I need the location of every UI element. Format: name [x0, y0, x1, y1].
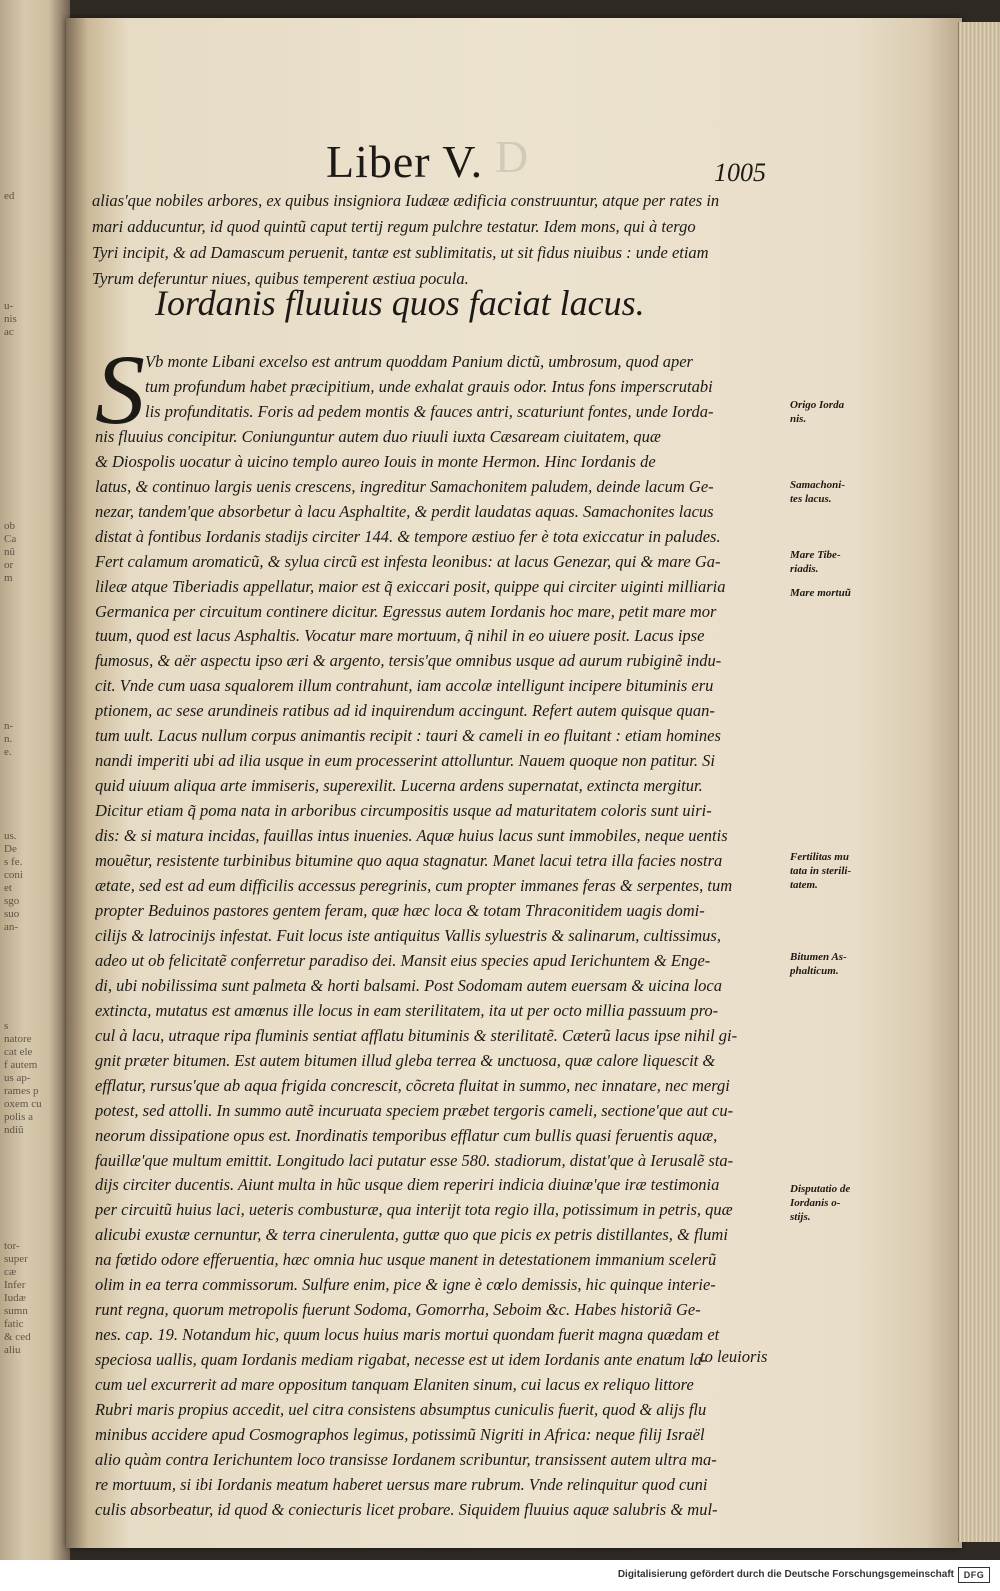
text-line: Tyrum deferuntur niues, quibus temperent æstiua pocula. — [92, 269, 469, 288]
text-line: runt regna, quorum metropolis fuerunt Sodoma, Gomorrha, Seboim &c. Habes historiã Ge- — [95, 1300, 701, 1320]
margin-note: Bitumen As- phalticum. — [790, 951, 847, 977]
text-line: mari adducuntur, id quod quintũ caput tertij regum pulchre testatur. Idem mons, qui à tergo — [92, 217, 696, 236]
text-line: tuum, quod est lacus Asphaltis. Vocatur mare mortuum, q̃ nihil in eo uiuere posit. Lacus ipse — [95, 626, 705, 646]
text-line: di, ubi nobilissima sunt palmeta & horti balsami. Post Sodomam autem euersam & uicina loca — [95, 975, 722, 995]
margin-note: Samachoni- tes lacus. — [790, 479, 846, 505]
text-line: speciosa uallis, quam Iordanis mediam rigabat, necesse est ut idem Iordanis ante enatum la- — [95, 1350, 708, 1370]
text-line: re mortuum, si ibi Iordanis meatum haberet uersus mare rubrum. Vnde relinquitur quod cuni — [95, 1474, 708, 1494]
margin-note: Origo Iorda nis. — [790, 399, 845, 425]
left-page-edge — [0, 0, 70, 1560]
text-line: Tyri incipit, & ad Damascum peruenit, tantæ est sublimitatis, ut sit fidus niuibus : unde etiam — [92, 243, 709, 262]
footer — [0, 1560, 1000, 1591]
margin-note: Disputatio de Iordanis o- stijs. — [790, 1183, 851, 1223]
text-line: minibus accidere apud Cosmographos legimus, potissimũ Nigriti in Africa: neque filij Israël — [95, 1424, 705, 1444]
margin-note: Mare mortuũ — [790, 587, 851, 599]
margin-note: Fertilitas mu tata in sterili- tatem. — [790, 851, 852, 891]
text-line: efflatur, rursus'que ab aqua frigida concrescit, cõcreta fluitat in summo, nec innatare, nec mergi — [95, 1075, 730, 1095]
left-page-fragment: s natore cat ele f autem us ap- rames p oxem cu polis a ndiũ — [4, 1020, 42, 1136]
continuation-paragraph — [92, 188, 782, 292]
text-line: propter Beduinos pastores gentem feram, quæ hæc loca & totam Thraconitidem uagis domi- — [95, 900, 705, 920]
text-line: cit. Vnde cum uasa squalorem illum contrahunt, iam accolæ intelligunt incipere bituminis eru — [95, 676, 714, 696]
text-line: neorum dissipatione opus est. Inordinatis temporibus efflatur cum bullis quasi feruentis aquæ, — [95, 1125, 718, 1145]
text-line: Rubri maris propius accedit, uel citra consistens absumptus cuniculis fuerit, quod & alijs flu — [95, 1400, 707, 1420]
text-line: tum uult. Lacus nullum corpus animantis recipit : tauri & cameli in eo fluitant : etiam homines — [95, 726, 721, 746]
left-page-fragment: n- n. e. — [4, 720, 14, 758]
text-line: Vb monte Libani excelso est antrum quoddam Panium dictũ, umbrosum, quod aper — [145, 352, 693, 371]
text-line: dis: & si matura incidas, fauillas intus inuenies. Aquæ huius lacus sunt immobiles, neque uentis — [95, 826, 728, 846]
text-line: dijs circiter ducentis. Aiunt multa in hũc usque diem reperiri indicia diuinæ'que iræ testimonia — [95, 1175, 720, 1195]
text-line: culis absorbeatur, id quod & coniecturis licet probare. Siquidem fluuius aquæ salubris & mul- — [95, 1499, 718, 1519]
text-line: nis fluuius concipitur. Coniunguntur autem duo riuuli iuxta Cæsaream ciuitatem, quæ — [95, 426, 661, 446]
ghost-running-head: D — [495, 131, 529, 182]
drop-capital: S — [95, 334, 145, 445]
text-line: extincta, mutatus est amœnus ille locus in eam sterilitatem, ita ut per octo millia passuum pro- — [95, 1000, 719, 1020]
text-line: cul à lacu, utraque ripa fluminis sentiat afflatu bituminis & sterilitatẽ. Cæterũ lacus ipse nihil gi- — [95, 1025, 738, 1045]
text-line: na fœtido odore efferuentia, hæc omnia huc usque manent in detestationem immanium scelerũ — [95, 1250, 717, 1270]
left-page-fragment: u- nis ac — [4, 300, 17, 338]
left-page-fragment: ob Ca nũ or m — [4, 520, 17, 584]
text-line: fauillæ'que multum emittit. Longitudo laci putatur esse 580. stadiorum, distat'que à Ierusalẽ sta- — [95, 1150, 734, 1170]
text-line: ætate, sed est ad eum difficilis accessus peregrinis, cum propter immanes feras & serpentes, tum — [95, 876, 733, 896]
left-page-fragment: ed — [4, 190, 15, 202]
text-line: ptionem, ac sese arundineis ratibus ad id inquirendum accingunt. Refert autem quisque quan- — [95, 701, 715, 721]
page-edges — [958, 22, 1000, 1542]
text-line: nezar, tandem'que absorbetur à lacu Asphaltite, & perdit laudatas aquas. Samachonites lacus — [95, 501, 714, 521]
left-page-fragment: us. De s fe. coni et sgo suo an- — [4, 830, 23, 933]
running-head: Liber V. — [326, 136, 484, 187]
text-line: Germanica per circuitum continere dicitur. Egressus autem Iordanis hoc mare, petit mare mor — [95, 601, 717, 621]
text-line: nes. cap. 19. Notandum hic, quum locus huius maris mortui quondam fuerit magna quædam et — [95, 1325, 720, 1345]
funding-notice: Digitalisierung gefördert durch die Deutsche Forschungsgemeinschaft — [617, 1569, 954, 1580]
text-line: olim in ea terra commissorum. Sulfure enim, pice & igne è cœlo demissis, hic quinque interie- — [95, 1275, 716, 1295]
text-line: latus, & continuo largis uenis crescens, ingreditur Samachonitem paludem, deinde lacum Ge- — [95, 476, 714, 496]
catchword: to leuioris — [700, 1347, 768, 1366]
text-line: alio quàm contra Ierichuntem loco transisse Iordanem scribuntur, transissent autem ultra ma- — [95, 1449, 717, 1469]
text-line: distat à fontibus Iordanis stadijs circiter 144. & tempore æstiuo fer è tota exiccatur in paludes. — [95, 526, 721, 546]
text-line: tum profundum habet præcipitium, unde exhalat grauis odor. Intus fons imperscrutabi — [145, 376, 713, 396]
text-line: & Diospolis uocatur à uicino templo aureo Iouis in monte Hermon. Hinc Iordanis de — [95, 451, 656, 471]
text-line: gnit præter bitumen. Est autem bitumen illud gleba terrea & unctuosa, quæ calore liquescit & — [95, 1050, 716, 1070]
body-text — [95, 350, 785, 1523]
text-line: alicubi exustæ cernuntur, & terra cinerulenta, guttæ quo que picis ex petris distillantes, & flumi — [95, 1225, 728, 1245]
text-line: per circuitũ huius laci, ueteris combusturæ, qua interijt tota regio illa, potissimum in petris, quæ — [95, 1200, 733, 1220]
dfg-logo: DFG — [958, 1567, 990, 1583]
text-line: fumosus, & aër aspectu ipso æri & argento, tersis'que omnibus usque ad aurum rubiginẽ indu- — [95, 651, 722, 671]
section-title: Iordanis fluuius quos faciat lacus. — [155, 283, 645, 323]
text-line: alias'que nobiles arbores, ex quibus insigniora Iudææ ædificia construuntur, atque per rates in — [92, 191, 720, 210]
text-line: lileæ atque Tiberiadis appellatur, maior est q̃ exiccari posit, quippe qui circiter uiginti milliaria — [95, 576, 726, 596]
left-page-fragment: tor- super cæ Infer Iudæ sumn fatic & ced aliu — [4, 1240, 31, 1356]
text-line: cum uel excurrerit ad mare oppositum tanquam Elaniten sinum, cui lacus ex reliquo littore — [95, 1375, 694, 1395]
text-line: nandi imperiti ubi ad ilia usque in eum processerint attolluntur. Nauem quoque non patitur. Si — [95, 751, 715, 771]
text-line: lis profunditatis. Foris ad pedem montis & fauces antri, scaturiunt fontes, unde Iorda- — [145, 401, 714, 421]
margin-note: Mare Tibe- riadis. — [790, 549, 841, 575]
text-line: Dicitur etiam q̃ poma nata in arboribus circumpositis usque ad maturitatem coloris sunt uiri- — [95, 801, 712, 821]
text-line: mouẽtur, resistente turbinibus bitumine quo aqua stagnatur. Manet lacui tetra illa facies nostra — [95, 851, 723, 871]
text-line: potest, sed attolli. In summo autẽ incuruata speciem præbet tergoris cameli, sectione'que aut cu- — [95, 1100, 734, 1120]
text-line: Fert calamum aromaticũ, & sylua circũ est infesta leonibus: at lacus Genezar, qui & mare Ga- — [95, 551, 721, 571]
page-number: 1005 — [714, 158, 766, 187]
text-line: quid uiuum aliqua arte immiseris, superexilit. Lucerna ardens supernatat, extincta mergitur. — [95, 776, 703, 796]
text-line: cilijs & latrocinijs infestat. Fuit locus iste antiquitus Vallis syluestris & salinarum, cultissimus, — [95, 925, 721, 945]
text-line: adeo ut ob felicitatẽ conferretur paradiso dei. Mansit eius species apud Ierichuntem & Enge- — [95, 950, 711, 970]
